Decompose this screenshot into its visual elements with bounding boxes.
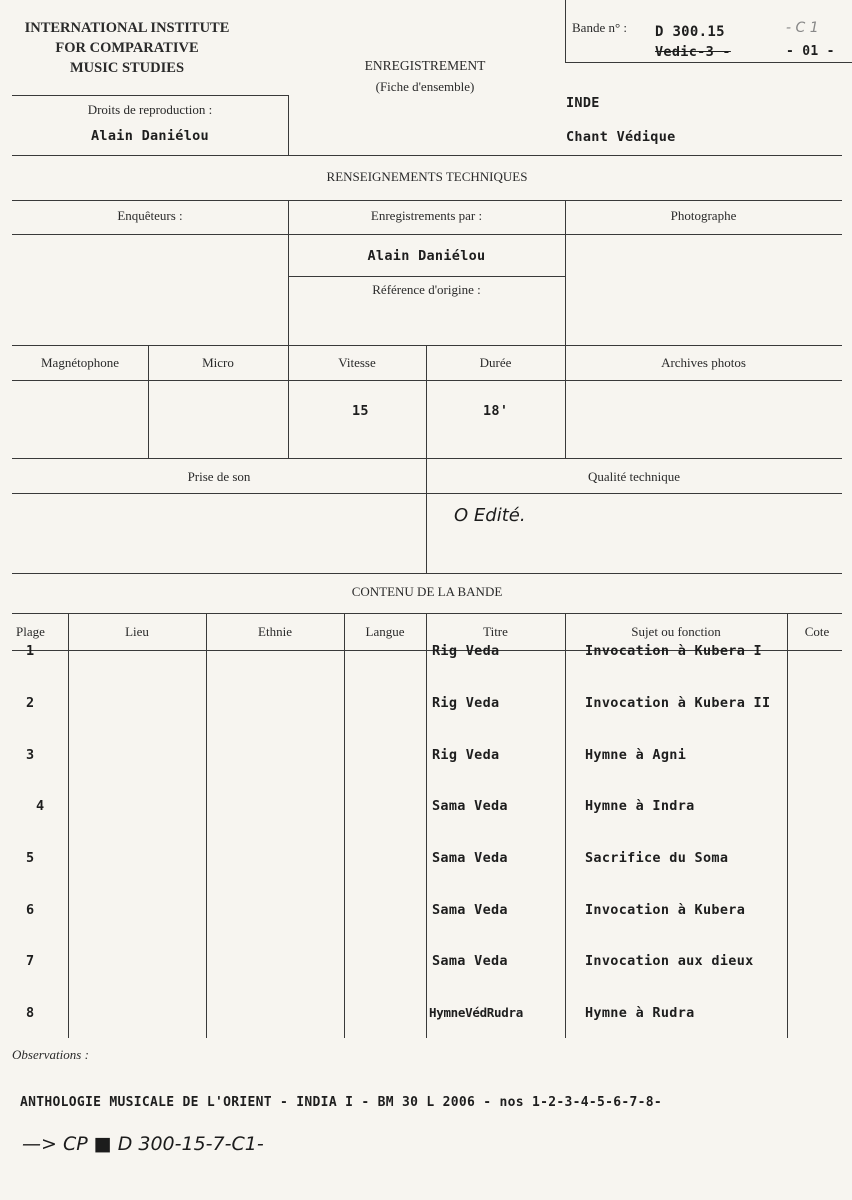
reference-label: Référence d'origine : (372, 282, 481, 297)
col-cote: Cote (804, 624, 830, 639)
row-1-plage: 1 (26, 643, 35, 659)
row-1-titre: Rig Veda (432, 643, 500, 659)
row-2-sujet: Invocation à Kubera II (585, 695, 771, 711)
bande-number: D 300.15 (655, 24, 725, 40)
qualite-label: Qualité technique (587, 469, 681, 484)
row-3-sujet: Hymne à Agni (585, 747, 687, 763)
row-5-sujet: Sacrifice du Soma (585, 850, 729, 866)
row-6-sujet: Invocation à Kubera (585, 902, 746, 918)
row-6-titre: Sama Veda (432, 902, 508, 918)
col-ethnie: Ethnie (258, 624, 292, 639)
bande-corner-note: - C 1 (786, 20, 819, 36)
col-sujet: Sujet ou fonction (631, 624, 721, 639)
row-8-titre: HymneVédRudra (429, 1005, 523, 1020)
archives-label: Archives photos (661, 355, 746, 370)
row-3-plage: 3 (26, 747, 35, 763)
row-5-titre: Sama Veda (432, 850, 508, 866)
institute-name (12, 18, 242, 78)
recorded-by: Alain Daniélou (367, 248, 486, 264)
rights-value: Alain Daniélou (91, 128, 209, 144)
contents-section-title: CONTENU DE LA BANDE (351, 584, 503, 599)
row-4-sujet: Hymne à Indra (585, 798, 695, 814)
institute-line-3: MUSIC STUDIES (69, 60, 185, 76)
row-8-sujet: Hymne à Rudra (585, 1005, 695, 1021)
row-3-titre: Rig Veda (432, 747, 500, 763)
row-7-plage: 7 (26, 953, 35, 969)
institute-line-2: FOR COMPARATIVE (55, 40, 199, 56)
rights-label: Droits de reproduction : (87, 102, 213, 117)
form-title: ENREGISTREMENT (364, 58, 486, 73)
row-6-plage: 6 (26, 902, 35, 918)
row-1-sujet: Invocation à Kubera I (585, 643, 762, 659)
row-4-titre: Sama Veda (432, 798, 508, 814)
genre: Chant Védique (566, 129, 676, 145)
enqueteurs-label: Enquêteurs : (117, 208, 183, 223)
col-plage: Plage (16, 624, 45, 639)
country: INDE (566, 95, 600, 111)
bande-sub: Vedic-3 - (655, 44, 731, 60)
observations-line-2: —> CP ■ D 300-15-7-C1- (22, 1133, 264, 1155)
row-7-titre: Sama Veda (432, 953, 508, 969)
enregistrements-label: Enregistrements par : (370, 208, 483, 223)
prise-label: Prise de son (187, 469, 251, 484)
row-7-sujet: Invocation aux dieux (585, 953, 754, 969)
vitesse-value: 15 (352, 403, 369, 419)
qualite-note: O Edité. (454, 505, 526, 526)
bande-label: Bande n° : (572, 20, 628, 35)
row-2-plage: 2 (26, 695, 35, 711)
form-subtitle: (Fiche d'ensemble) (375, 79, 475, 94)
row-5-plage: 5 (26, 850, 35, 866)
row-4-plage: 4 (36, 798, 45, 814)
col-langue: Langue (365, 624, 405, 639)
vitesse-label: Vitesse (338, 355, 376, 370)
magnetophone-label: Magnétophone (41, 355, 119, 370)
institute-line-1: INTERNATIONAL INSTITUTE (24, 20, 230, 36)
bande-suffix: - 01 - (786, 44, 835, 59)
col-titre: Titre (483, 624, 508, 639)
row-8-plage: 8 (26, 1005, 35, 1021)
observations-line-1: ANTHOLOGIE MUSICALE DE L'ORIENT - INDIA I - BM 30 L 2006 - nos 1-2-3-4-5-6-7-8- (20, 1095, 663, 1110)
duree-label: Durée (479, 355, 512, 370)
photographe-label: Photographe (670, 208, 737, 223)
col-lieu: Lieu (125, 624, 149, 639)
micro-label: Micro (202, 355, 234, 370)
technical-section-title: RENSEIGNEMENTS TECHNIQUES (326, 169, 528, 184)
row-2-titre: Rig Veda (432, 695, 500, 711)
duree-value: 18' (483, 403, 509, 419)
observations-label: Observations : (12, 1047, 89, 1062)
